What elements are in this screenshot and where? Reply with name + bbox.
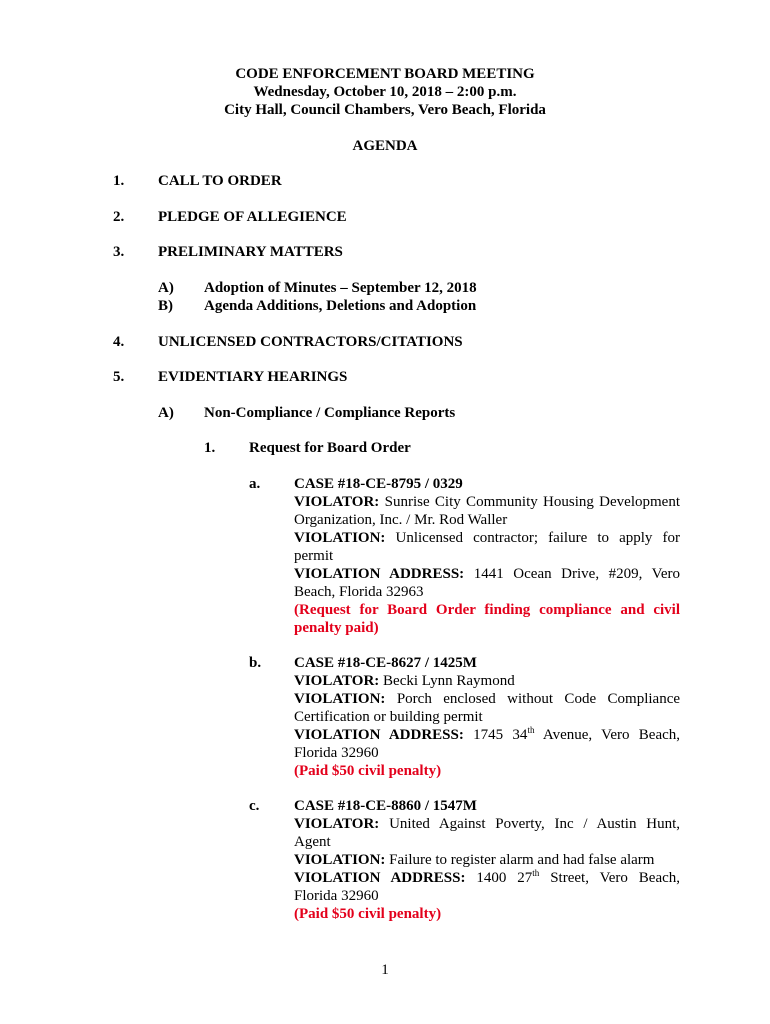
case-violator (294, 672, 680, 690)
violator-label: VIOLATOR: (294, 494, 380, 510)
violation-label: VIOLATION: (294, 530, 386, 546)
case-number: CASE #18-CE-8860 / 1547M (294, 798, 477, 814)
case-note: (Request for Board Order finding compliance and civil (294, 602, 680, 618)
violator-value: United Against Poverty, Inc / Austin Hunt, (389, 816, 680, 832)
case-address (294, 565, 680, 583)
item-number: 4. (113, 334, 125, 350)
ordinal-suffix: th (527, 725, 535, 735)
address-number: 1745 34 (473, 727, 528, 743)
meeting-date: Wednesday, October 10, 2018 – 2:00 p.m. (253, 84, 517, 100)
address-label: VIOLATION ADDRESS: (294, 727, 464, 743)
violator-label: VIOLATOR: (294, 816, 380, 832)
case-violation-cont: permit (294, 548, 334, 564)
address-value: Street, Vero Beach, (539, 870, 681, 886)
case-note-cont: penalty paid) (294, 620, 379, 636)
meeting-location: City Hall, Council Chambers, Vero Beach, Florida (224, 102, 546, 118)
violator-value: Becki Lynn Raymond (383, 673, 515, 689)
case-note: (Paid $50 civil penalty) (294, 763, 442, 779)
subsubitem-number: 1. (204, 440, 216, 456)
item-call-to-order: CALL TO ORDER (158, 173, 282, 189)
item-evidentiary-hearings: EVIDENTIARY HEARINGS (158, 369, 348, 385)
address-label: VIOLATION ADDRESS: (294, 566, 465, 582)
agenda-heading: AGENDA (352, 138, 418, 154)
violation-value: Porch enclosed without Code Compliance (396, 691, 681, 707)
subitem-compliance-reports: Non-Compliance / Compliance Reports (204, 405, 456, 421)
violator-value: Sunrise City Community Housing Development (384, 494, 680, 510)
case-violation (294, 690, 680, 708)
case-violation (294, 529, 680, 547)
item-unlicensed-contractors: UNLICENSED CONTRACTORS/CITATIONS (158, 334, 463, 350)
subitem-letter: A) (158, 280, 174, 296)
case-address-cont: Florida 32960 (294, 888, 379, 904)
item-number: 5. (113, 369, 125, 385)
address-value: 1441 Ocean Drive, #209, Vero (473, 566, 681, 582)
address-value: Avenue, Vero Beach, (534, 727, 681, 743)
violation-value: Failure to register alarm and had false alarm (389, 852, 655, 868)
case-note: (Paid $50 civil penalty) (294, 906, 442, 922)
subitem-letter: A) (158, 405, 174, 421)
page-number: 1 (381, 962, 389, 978)
case-violation (294, 851, 680, 869)
violation-label: VIOLATION: (294, 852, 386, 868)
ordinal-suffix: th (532, 868, 540, 878)
item-pledge: PLEDGE OF ALLEGIENCE (158, 209, 347, 225)
violation-value: Unlicensed contractor; failure to apply for (395, 530, 680, 546)
case-violator-cont: Agent (294, 834, 331, 850)
case-address (294, 726, 680, 744)
item-preliminary-matters: PRELIMINARY MATTERS (158, 244, 343, 260)
case-address (294, 869, 680, 887)
case-address-cont: Florida 32960 (294, 745, 379, 761)
subitem-agenda-additions: Agenda Additions, Deletions and Adoption (204, 298, 477, 314)
address-label: VIOLATION ADDRESS: (294, 870, 466, 886)
item-number: 3. (113, 244, 125, 260)
address-number: 1400 27 (476, 870, 533, 886)
subsubitem-board-order: Request for Board Order (249, 440, 411, 456)
case-letter: a. (249, 476, 261, 492)
item-number: 1. (113, 173, 125, 189)
case-violator (294, 815, 680, 833)
violator-label: VIOLATOR: (294, 673, 380, 689)
case-address-cont: Beach, Florida 32963 (294, 584, 424, 600)
case-violator-cont: Organization, Inc. / Mr. Rod Waller (294, 512, 508, 528)
meeting-title: CODE ENFORCEMENT BOARD MEETING (235, 66, 535, 82)
case-violation-cont: Certification or building permit (294, 709, 483, 725)
subitem-adoption-minutes: Adoption of Minutes – September 12, 2018 (204, 280, 477, 296)
case-number: CASE #18-CE-8627 / 1425M (294, 655, 477, 671)
item-number: 2. (113, 209, 125, 225)
case-letter: b. (249, 655, 262, 671)
case-violator (294, 493, 680, 511)
case-number: CASE #18-CE-8795 / 0329 (294, 476, 463, 492)
violation-label: VIOLATION: (294, 691, 386, 707)
subitem-letter: B) (158, 298, 173, 314)
case-letter: c. (249, 798, 260, 814)
